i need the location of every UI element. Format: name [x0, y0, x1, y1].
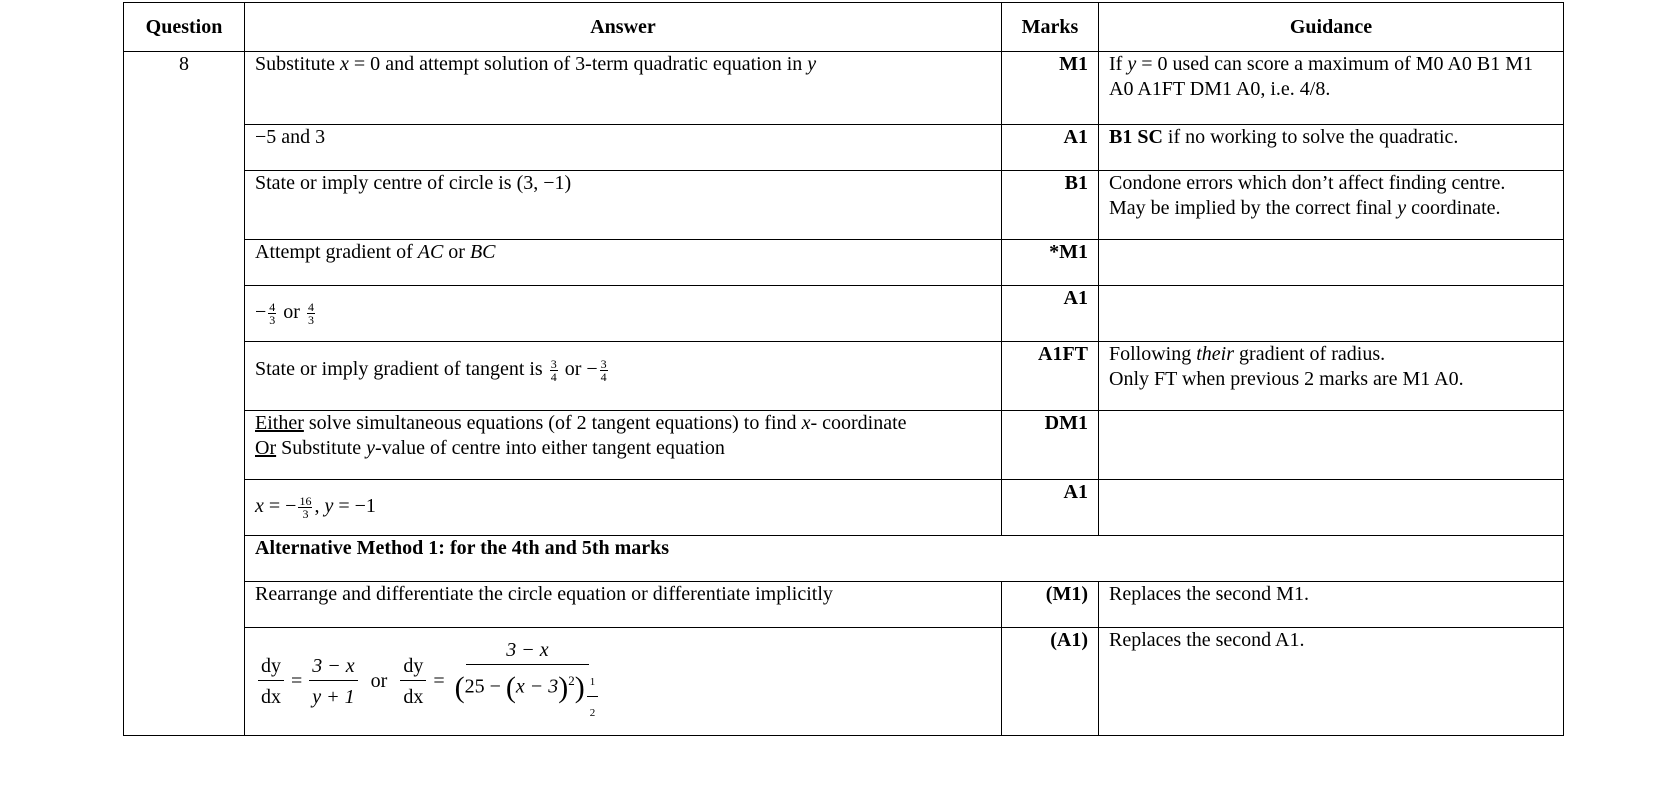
alt-heading-row [124, 536, 1564, 582]
mark-cell: *M1 [1002, 240, 1099, 286]
mark-cell: M1 [1002, 52, 1099, 125]
table-row [124, 240, 1564, 286]
mark-cell: A1 [1002, 286, 1099, 342]
answer-cell: State or imply gradient of tangent is $\frac{3}{4}$ or − $\frac{3}{4}$ [245, 342, 1002, 411]
guidance-cell: Replaces the second M1. [1099, 582, 1564, 628]
guidance-cell [1099, 480, 1564, 536]
mark-cell: (M1) [1002, 582, 1099, 628]
marks-header: Marks [1002, 3, 1099, 52]
answer-cell: −5 and 3 [245, 125, 1002, 171]
answer-cell: Substitute x = 0 and attempt solution of 3-term quadratic equation in y [245, 52, 1002, 125]
table-row [124, 582, 1564, 628]
table-row [124, 342, 1564, 411]
mark-cell: B1 [1002, 171, 1099, 240]
answer-cell: x = − $\frac{16}{3}$ , y = −1 [245, 480, 1002, 536]
table-row [124, 125, 1564, 171]
answer-cell: − $\frac{4}{3}$ or $\frac{4}{3}$ [245, 286, 1002, 342]
mark-scheme-table [123, 2, 1564, 736]
guidance-cell: B1 SC if no working to solve the quadratic. [1099, 125, 1564, 171]
answer-cell: Rearrange and differentiate the circle equation or differentiate implicitly [245, 582, 1002, 628]
question-number: 8 [124, 52, 245, 736]
guidance-cell: If y = 0 used can score a maximum of M0 A0 B1 M1 A0 A1FT DM1 A0, i.e. 4/8. [1099, 52, 1564, 125]
guidance-cell [1099, 411, 1564, 480]
fraction: $\frac{4}{3}$ [269, 299, 276, 327]
answer-cell [245, 628, 1002, 736]
derivative-expression: $\frac{dy}{dx}$ = $\frac{3 - x}{y + 1}$ or $\frac{dy}{dx}$ = 3 − x $(25 - (x - 3)^2)$ $\frac{1}{2}$ [255, 638, 991, 725]
fraction: $\frac{3}{4}$ [550, 356, 557, 384]
fraction: $\frac{3}{4}$ [600, 356, 607, 384]
table-row [124, 52, 1564, 125]
fraction: $\frac{4}{3}$ [307, 299, 314, 327]
table-row [124, 411, 1564, 480]
guidance-cell [1099, 286, 1564, 342]
answer-cell: Attempt gradient of AC or BC [245, 240, 1002, 286]
fraction: $\frac{16}{3}$ [299, 493, 312, 521]
mark-cell: DM1 [1002, 411, 1099, 480]
guidance-cell: Condone errors which don’t affect finding centre. May be implied by the correct final y coordinate. [1099, 171, 1564, 240]
guidance-cell: Replaces the second A1. [1099, 628, 1564, 736]
table-row [124, 480, 1564, 536]
mark-cell: A1 [1002, 480, 1099, 536]
guidance-header: Guidance [1099, 3, 1564, 52]
table-row [124, 171, 1564, 240]
answer-header: Answer [245, 3, 1002, 52]
answer-cell: State or imply centre of circle is (3, −1) [245, 171, 1002, 240]
mark-cell: (A1) [1002, 628, 1099, 736]
table-row [124, 628, 1564, 736]
answer-cell: Either solve simultaneous equations (of 2 tangent equations) to find x- coordinate Or Substitute y-value of centre into either tangent equation [245, 411, 1002, 480]
alt-method-heading: Alternative Method 1: for the 4th and 5th marks [245, 536, 1564, 582]
question-header: Question [124, 3, 245, 52]
guidance-cell [1099, 240, 1564, 286]
mark-cell: A1FT [1002, 342, 1099, 411]
header-row [124, 3, 1564, 52]
guidance-cell: Following their gradient of radius. Only FT when previous 2 marks are M1 A0. [1099, 342, 1564, 411]
table-row [124, 286, 1564, 342]
mark-cell: A1 [1002, 125, 1099, 171]
